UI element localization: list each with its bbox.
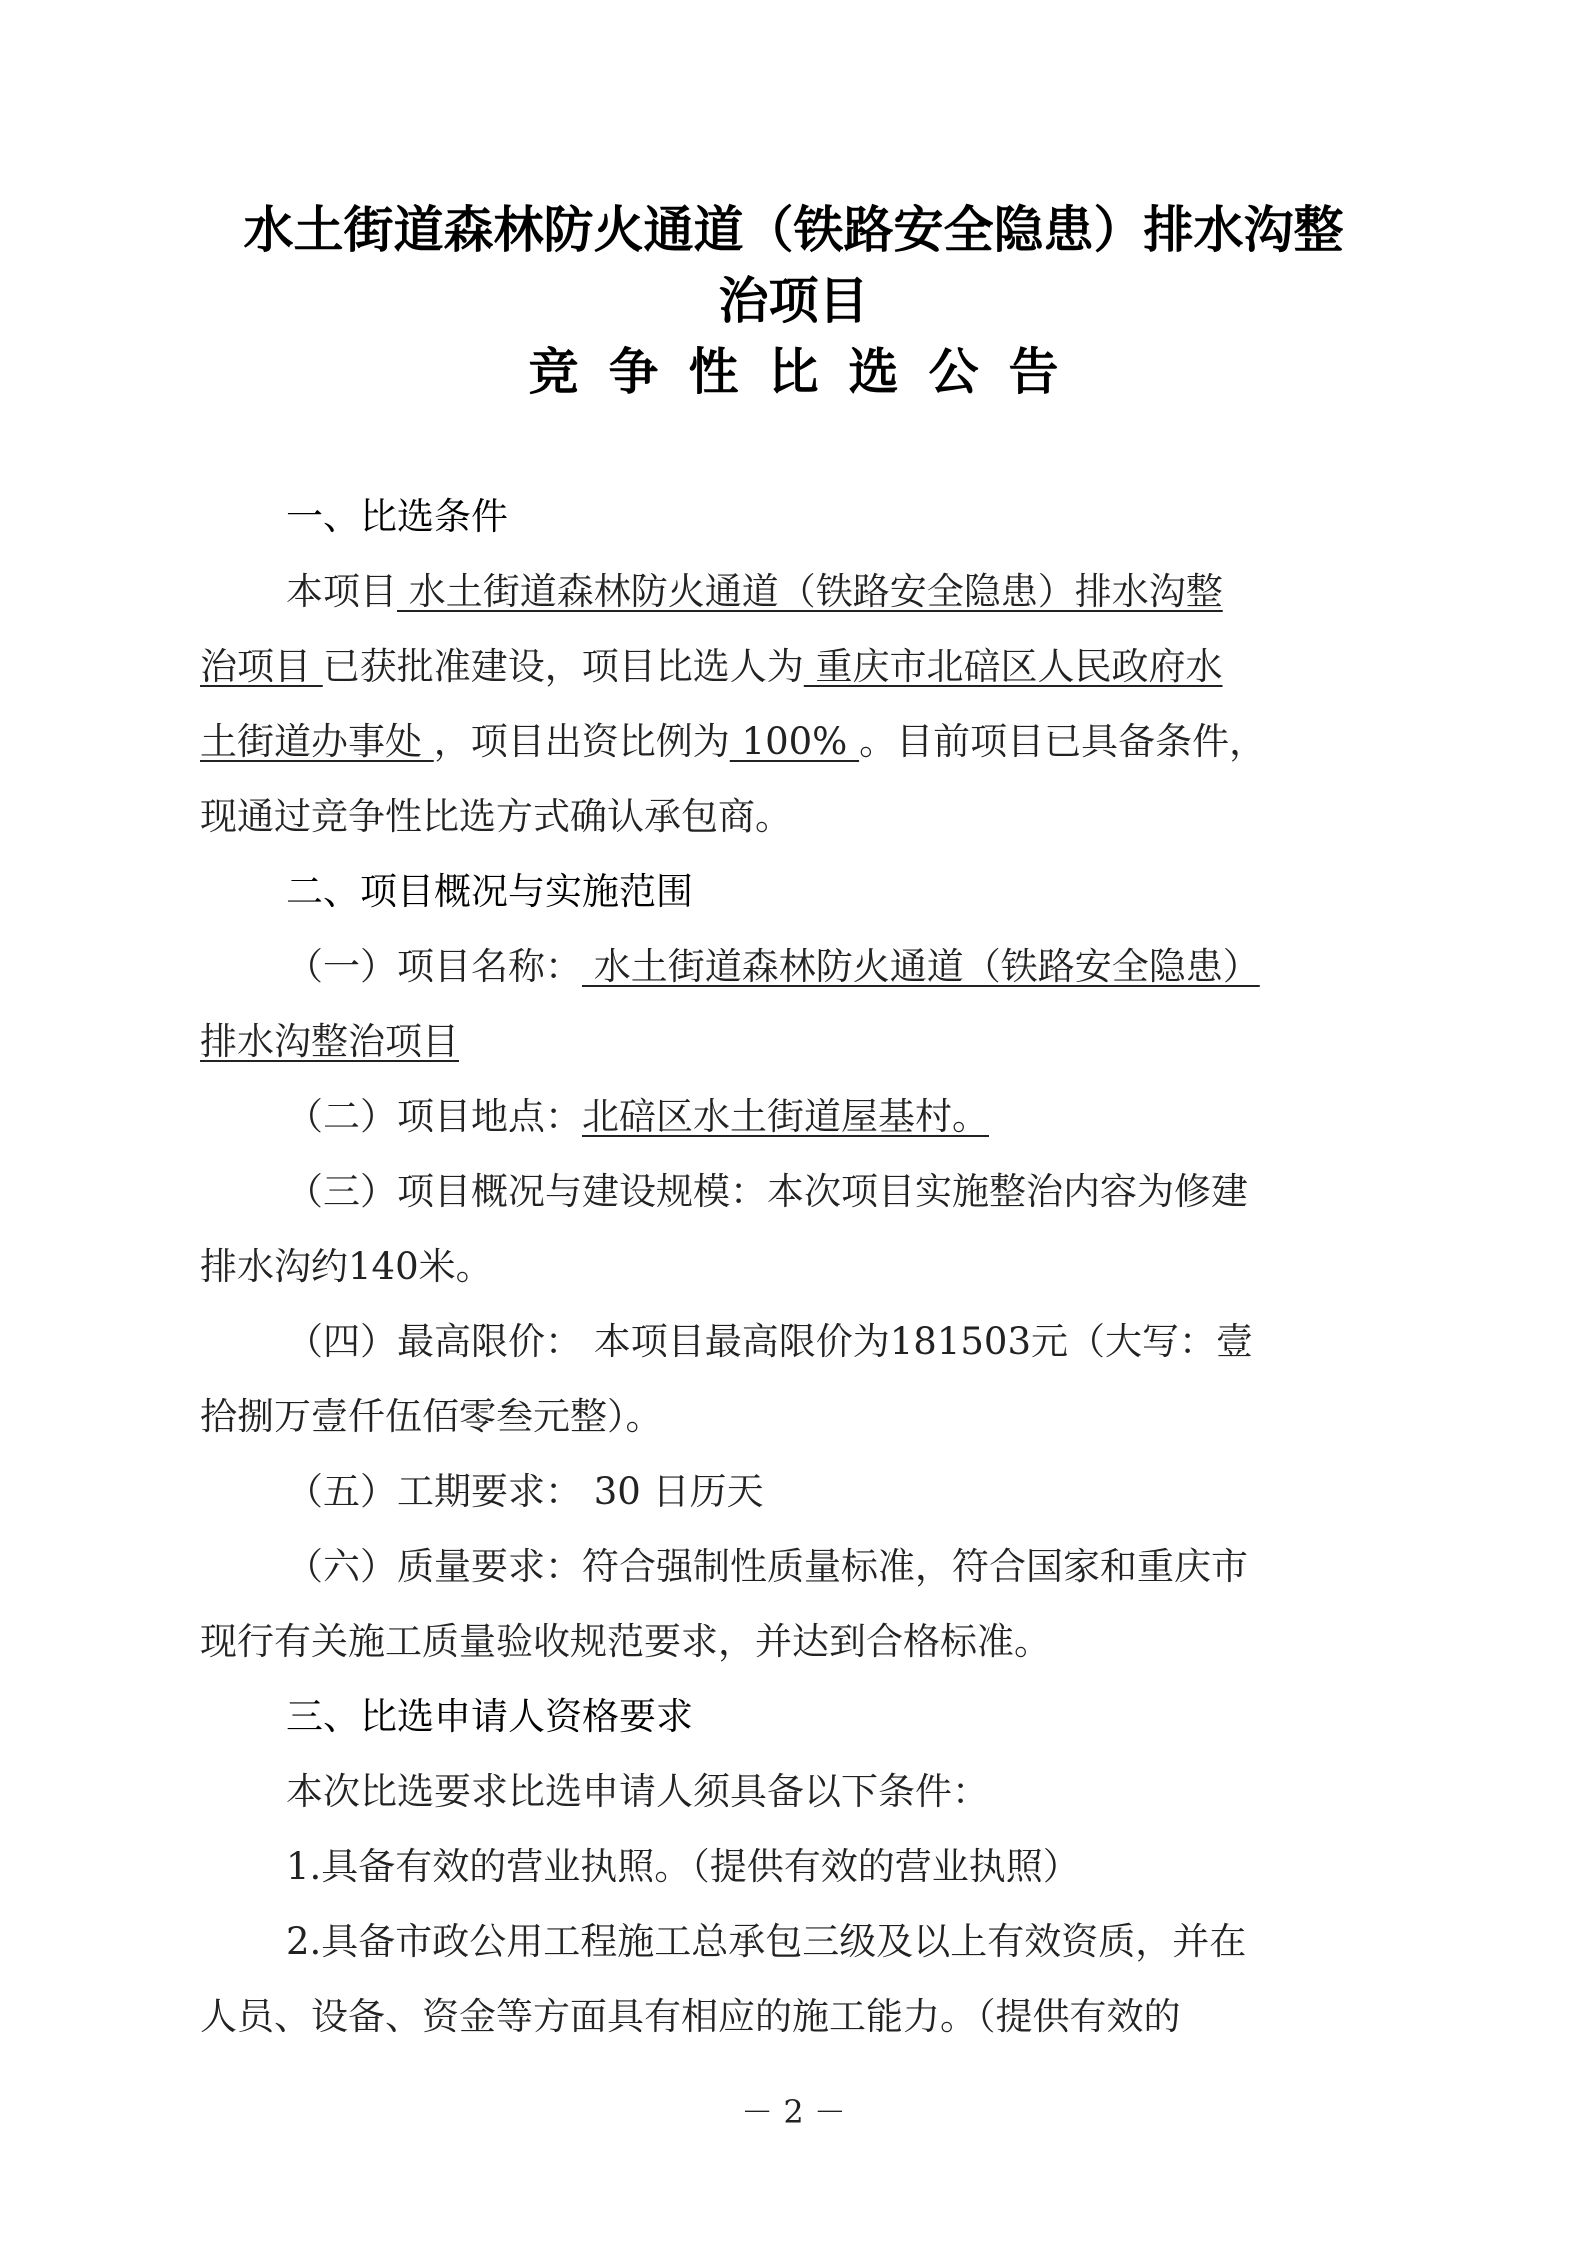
- paragraph-text: 本项目: [286, 570, 397, 613]
- item-1-label: （一）项目名称：: [286, 945, 582, 988]
- item-3-line-2: 排水沟约140米。: [200, 1245, 493, 1288]
- item-1-line-2: [200, 1017, 1400, 1067]
- paragraph-text: 。目前项目已具备条件，: [859, 720, 1267, 763]
- item-1-line-1: [286, 942, 1400, 992]
- item-2-line: [286, 1092, 1400, 1142]
- paragraph-text: ，项目出资比例为: [433, 720, 730, 763]
- title-line-1: 水土街道森林防火通道（铁路安全隐患）排水沟整: [243, 201, 1344, 259]
- item-2-value: 北碚区水土街道屋基村。: [582, 1095, 989, 1138]
- section-3-intro: 本次比选要求比选申请人须具备以下条件：: [286, 1770, 989, 1813]
- project-name-underlined: 水土街道森林防火通道（铁路安全隐患）排水沟整: [397, 570, 1223, 613]
- item-2-label: （二）项目地点：: [286, 1095, 582, 1138]
- requirement-1: 1.具备有效的营业执照。（提供有效的营业执照）: [286, 1845, 1080, 1888]
- funding-ratio-underlined: 100%: [729, 720, 860, 763]
- page-number: － 2 －: [741, 2093, 846, 2131]
- section-3-heading: 三、比选申请人资格要求: [286, 1695, 693, 1738]
- selector-name-underlined-cont: 土街道办事处: [200, 720, 434, 763]
- item-1-value: 水土街道森林防火通道（铁路安全隐患）: [582, 945, 1260, 988]
- section-1-paragraph-line-2: [200, 642, 1400, 692]
- requirement-2-line-1: 2.具备市政公用工程施工总承包三级及以上有效资质，并在: [286, 1920, 1247, 1963]
- section-1-paragraph-line-3: [200, 717, 1400, 767]
- item-3-line-1: （三）项目概况与建设规模：本次项目实施整治内容为修建: [286, 1170, 1248, 1213]
- section-1-paragraph-line-4: 现通过竞争性比选方式确认承包商。: [200, 795, 792, 838]
- section-1-heading: 一、比选条件: [286, 495, 508, 538]
- section-1-paragraph-line-1: [286, 567, 1400, 617]
- title-line-2: 治项目: [718, 272, 869, 330]
- project-name-underlined-cont: 治项目: [200, 645, 323, 688]
- paragraph-text: 已获批准建设，项目比选人为: [322, 645, 804, 688]
- item-1-value-cont: 排水沟整治项目: [200, 1020, 459, 1063]
- item-4-line-1: （四）最高限价： 本项目最高限价为181503元（大写：壹: [286, 1320, 1254, 1363]
- requirement-2-line-2: 人员、设备、资金等方面具有相应的施工能力。（提供有效的: [200, 1995, 1181, 2038]
- selector-name-underlined: 重庆市北碚区人民政府水: [803, 645, 1223, 688]
- item-6-line-1: （六）质量要求：符合强制性质量标准，符合国家和重庆市: [286, 1545, 1248, 1588]
- item-5-line: （五）工期要求： 30 日历天: [286, 1470, 764, 1513]
- section-2-heading: 二、项目概况与实施范围: [286, 870, 693, 913]
- item-4-line-2: 拾捌万壹仟伍佰零叁元整）。: [200, 1395, 663, 1438]
- title-line-3: 竞争性比选公告: [528, 343, 1089, 401]
- item-6-line-2: 现行有关施工质量验收规范要求，并达到合格标准。: [200, 1620, 1051, 1663]
